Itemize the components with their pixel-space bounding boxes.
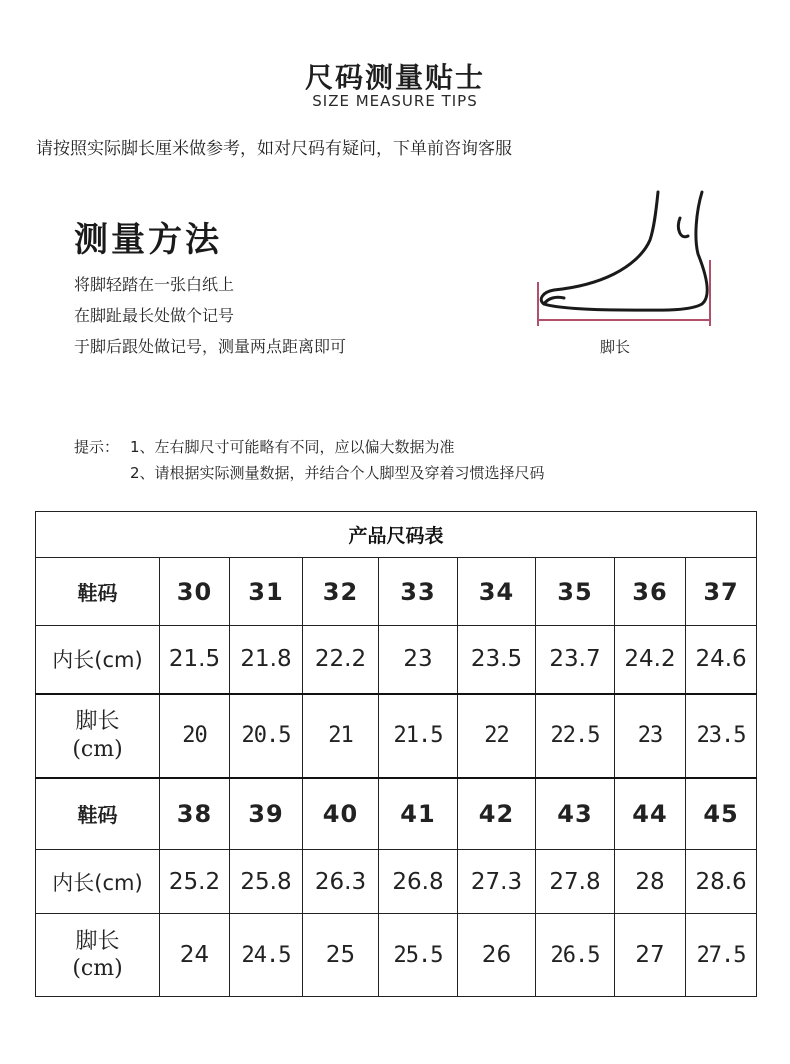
inner-length-cell: 22.2 (303, 626, 379, 694)
tip-line-1: 1、左右脚尺寸可能略有不同，应以偏大数据为准 (130, 438, 455, 456)
foot-length-cell: 24.5 (230, 914, 303, 997)
size-cell: 31 (230, 558, 303, 626)
size-cell: 36 (615, 558, 686, 626)
size-cell: 43 (536, 778, 615, 850)
table-row-size (36, 778, 757, 850)
foot-length-cell: 22 (458, 694, 536, 778)
table-row-inner-length (36, 850, 757, 914)
foot-length-label: 脚长 (600, 338, 631, 356)
foot-length-cell: 27 (615, 914, 686, 997)
size-cell: 44 (615, 778, 686, 850)
table-title: 产品尺码表 (36, 512, 757, 558)
method-step-2: 在脚趾最长处做个记号 (74, 306, 235, 325)
inner-length-cell: 23.5 (458, 626, 536, 694)
foot-length-cell: 26.5 (536, 914, 615, 997)
foot-length-row-label-line2: (cm) (72, 736, 123, 762)
inner-length-cell: 25.2 (160, 850, 230, 914)
inner-length-cell: 28 (615, 850, 686, 914)
size-cell: 38 (160, 778, 230, 850)
size-cell: 41 (379, 778, 458, 850)
size-label: 鞋码 (36, 558, 160, 626)
size-cell: 35 (536, 558, 615, 626)
foot-length-cell: 21.5 (379, 694, 458, 778)
foot-length-cell: 21 (303, 694, 379, 778)
inner-length-cell: 23 (379, 626, 458, 694)
inner-length-cell: 25.8 (230, 850, 303, 914)
size-cell: 33 (379, 558, 458, 626)
foot-length-cell: 20 (160, 694, 230, 778)
method-step-1: 将脚轻踏在一张白纸上 (74, 275, 235, 294)
inner-length-cell: 27.8 (536, 850, 615, 914)
foot-length-cell: 24 (160, 914, 230, 997)
foot-length-row-label-line2: (cm) (72, 956, 123, 981)
table-row-foot-length (36, 914, 757, 997)
tip-prefix: 提示： (74, 438, 120, 456)
size-cell: 42 (458, 778, 536, 850)
foot-length-cell: 25.5 (379, 914, 458, 997)
inner-length-cell: 26.8 (379, 850, 458, 914)
page-subtitle: SIZE MEASURE TIPS (312, 92, 478, 110)
inner-length-label: 内长(cm) (36, 626, 160, 694)
foot-length-row-label-line1: 脚长 (75, 928, 120, 954)
inner-length-cell: 24.6 (686, 626, 757, 694)
inner-length-cell: 24.2 (615, 626, 686, 694)
table-row-inner-length (36, 626, 757, 694)
foot-measure-illustration (530, 188, 730, 338)
size-cell: 30 (160, 558, 230, 626)
inner-length-cell: 26.3 (303, 850, 379, 914)
tip-line-2: 2、请根据实际测量数据，并结合个人脚型及穿着习惯选择尺码 (130, 464, 545, 482)
foot-outline-icon (541, 192, 707, 310)
size-cell: 37 (686, 558, 757, 626)
table-row-foot-length (36, 694, 757, 778)
inner-length-label: 内长(cm) (36, 850, 160, 914)
foot-length-row-label-line1: 脚长 (75, 709, 120, 734)
foot-length-cell: 25 (303, 914, 379, 997)
table-row-size (36, 558, 757, 626)
size-chart-table (35, 511, 757, 997)
foot-length-cell: 23.5 (686, 694, 757, 778)
foot-length-row-label (36, 914, 160, 997)
size-cell: 45 (686, 778, 757, 850)
inner-length-cell: 21.8 (230, 626, 303, 694)
size-cell: 32 (303, 558, 379, 626)
method-step-3: 于脚后跟处做记号，测量两点距离即可 (74, 337, 347, 356)
method-title: 测量方法 (74, 220, 222, 260)
foot-length-row-label (36, 694, 160, 778)
foot-length-cell: 22.5 (536, 694, 615, 778)
foot-length-cell: 23 (615, 694, 686, 778)
foot-length-cell: 27.5 (686, 914, 757, 997)
page-title: 尺码测量贴士 (304, 61, 485, 94)
size-cell: 39 (230, 778, 303, 850)
intro-text: 请按照实际脚长厘米做参考，如对尺码有疑问，下单前咨询客服 (36, 139, 512, 159)
size-cell: 40 (303, 778, 379, 850)
foot-length-cell: 26 (458, 914, 536, 997)
inner-length-cell: 23.7 (536, 626, 615, 694)
inner-length-cell: 21.5 (160, 626, 230, 694)
size-cell: 34 (458, 558, 536, 626)
size-label: 鞋码 (36, 778, 160, 850)
inner-length-cell: 27.3 (458, 850, 536, 914)
inner-length-cell: 28.6 (686, 850, 757, 914)
foot-length-cell: 20.5 (230, 694, 303, 778)
